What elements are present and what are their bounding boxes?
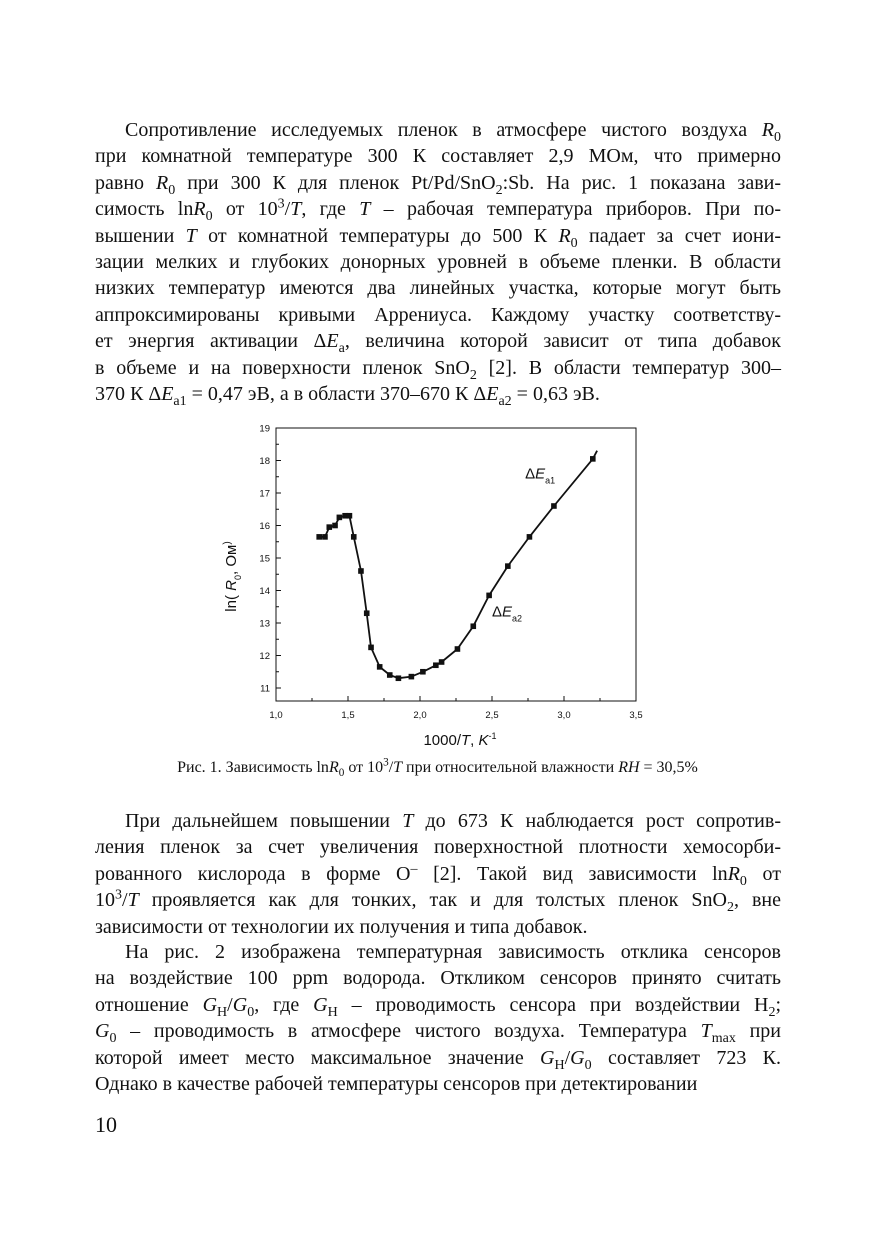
- text-line: Сопротивление исследуемых пленок в атмосфере чистого воздуха $R_0$: [125, 119, 781, 145]
- text-line: симость lnR$_0$ от $10^3/T$, где T – рабочая температура приборов. При по-: [95, 196, 782, 225]
- italic-text: RH: [618, 759, 640, 776]
- data-point: [351, 534, 357, 540]
- italic-text: R: [727, 862, 740, 885]
- data-point: [551, 503, 557, 509]
- subscript-text: 0: [109, 1031, 117, 1047]
- text-line: При дальнейшем повышении T до 673 К наблюдается рост сопротив-: [125, 810, 781, 832]
- y-tick-label: 13: [259, 618, 270, 630]
- superscript-text: 3: [115, 887, 122, 903]
- italic-text: E: [161, 383, 174, 406]
- subscript-text: a: [338, 341, 345, 357]
- paragraph-1: [95, 117, 782, 410]
- x-axis-label: 1000/T, $K^{-1}$: [423, 731, 497, 749]
- text-line: аппроксимированы кривыми Аррениуса. Каждому участку соответству-: [95, 303, 781, 326]
- data-point: [368, 645, 374, 651]
- text-line: отношение $G_H/G_0$, где $G_H$ – проводимость сенсора при воздействии $H_2$;: [95, 993, 781, 1020]
- y-tick-label: 17: [259, 488, 270, 500]
- text-line: при комнатной температуре 300 К составляет 2,9 МОм, что примерно: [95, 145, 781, 168]
- series-line: [319, 451, 597, 679]
- data-point: [433, 662, 439, 668]
- italic-text: T: [127, 889, 139, 912]
- subscript-text: a2: [498, 394, 512, 410]
- data-point: [377, 664, 383, 670]
- data-point: [332, 523, 338, 529]
- y-tick-label: 19: [259, 423, 270, 435]
- subscript-text: max: [711, 1031, 736, 1047]
- italic-text: G: [540, 1046, 555, 1069]
- text-line: низких температур имеются два линейных участка, которые могут быть: [95, 277, 781, 300]
- data-point: [337, 515, 343, 521]
- data-point: [455, 646, 461, 652]
- text-line: рованного кислорода в форме O– [2]. Такой вид зависимости lnR$_0$ от: [95, 861, 781, 889]
- data-point: [470, 623, 476, 629]
- italic-text: T: [700, 1020, 712, 1043]
- x-tick-label: 2,0: [413, 710, 427, 721]
- data-point: [396, 675, 402, 681]
- superscript-text: 3: [277, 196, 285, 212]
- italic-text: G: [570, 1046, 585, 1069]
- data-point: [409, 674, 415, 680]
- data-point: [387, 672, 393, 678]
- subscript-text: 0: [205, 209, 213, 225]
- text-line: ет энергия активации $\Delta E_a$, величина которой зависит от типа добавок: [95, 330, 782, 357]
- subscript-text: 2: [495, 182, 503, 198]
- data-point: [527, 534, 533, 540]
- subscript-text: 2: [726, 900, 734, 916]
- y-axis-label: ln( $R_0$, Ом): [222, 541, 243, 612]
- subscript-text: H: [217, 1004, 228, 1020]
- italic-text: G: [95, 1020, 110, 1043]
- italic-text: E: [486, 383, 499, 406]
- text-line: На рис. 2 изображена температурная зависимость отклика сенсоров: [125, 941, 781, 963]
- italic-text: R: [558, 224, 571, 247]
- italic-text: T: [393, 759, 403, 776]
- x-tick-label: 1,5: [341, 710, 355, 721]
- text-line: вышении T от комнатной температуры до 500 К $R_0$ падает за счет иони-: [95, 224, 781, 251]
- italic-text: G: [313, 993, 328, 1016]
- subscript-text: 0: [247, 1004, 255, 1020]
- superscript-text: 3: [383, 756, 389, 769]
- text-line: ления пленок за счет увеличения поверхностной плотности хемосорби-: [95, 836, 781, 859]
- figure-1-chart: [210, 420, 660, 755]
- text-line: зации мелких и глубоких донорных уровней в объеме пленки. В области: [95, 251, 781, 274]
- italic-text: G: [232, 993, 248, 1016]
- text-line: Однако в качестве рабочей температуры сенсоров при детектировании: [95, 1073, 698, 1096]
- data-point: [316, 534, 322, 540]
- data-point: [326, 524, 332, 530]
- text-line: $10^3/T$ проявляется как для тонких, так и для толстых пленок SnO$_2$, вне: [95, 887, 781, 916]
- y-tick-label: 18: [259, 456, 270, 467]
- paragraph-3: [95, 939, 781, 1097]
- subscript-text: 0: [739, 873, 747, 889]
- italic-text: T: [290, 198, 302, 221]
- text-line: $G_0$ – проводимость в атмосфере чистого воздуха. Температура $T_{max}$ при: [95, 1020, 781, 1047]
- italic-text: R: [328, 759, 339, 776]
- subscript-text: H: [327, 1004, 338, 1020]
- x-tick-label: 3,0: [557, 710, 571, 721]
- text-line: равно $R_0$ при 300 К для пленок Pt/Pd/SnO$_2$:Sb. На рис. 1 показана зави-: [95, 171, 781, 198]
- y-tick-label: 11: [260, 683, 270, 695]
- italic-text: R: [761, 119, 774, 141]
- x-tick-label: 1,0: [269, 710, 283, 721]
- y-tick-label: 16: [259, 521, 270, 532]
- subscript-text: 0: [168, 182, 176, 198]
- data-point: [347, 513, 353, 519]
- curve-annotation: $\Delta E_{a1}$: [525, 465, 556, 486]
- figure-caption: Рис. 1. Зависимость lnR$_0$ от $10^3/T$ при относительной влажности RH = 30,5%: [177, 756, 698, 780]
- superscript-text: –: [410, 861, 418, 877]
- data-point: [486, 593, 492, 599]
- y-tick-label: 14: [259, 586, 270, 597]
- subscript-text: 0: [570, 235, 578, 251]
- text-line: 370 К $\Delta E_{a1} = 0,47$ эВ, а в области 370–670 К $\Delta E_{a2} = 0,63$ эВ.: [95, 383, 600, 410]
- data-point: [364, 610, 370, 616]
- page-number: 10: [95, 1112, 117, 1137]
- italic-text: T: [402, 810, 414, 832]
- text-line: зависимости от технологии их получения и типа добавок.: [95, 915, 588, 938]
- y-tick-label: 15: [259, 553, 270, 565]
- data-point: [439, 659, 445, 665]
- italic-text: T: [359, 198, 371, 221]
- subscript-text: 0: [338, 767, 345, 780]
- curve-annotation: $\Delta E_{a2}$: [492, 603, 523, 624]
- subscript-text: H: [554, 1057, 565, 1073]
- data-point: [420, 669, 426, 675]
- subscript-text: 0: [584, 1057, 592, 1073]
- subscript-text: 2: [469, 367, 477, 383]
- paragraph-2: [95, 808, 781, 940]
- subscript-text: a1: [173, 394, 187, 410]
- y-tick-label: 12: [259, 651, 270, 662]
- text-line: на воздействие 100 ppm водорода. Откликом сенсоров принято считать: [95, 967, 781, 990]
- data-point: [590, 456, 596, 462]
- italic-text: R: [193, 198, 206, 221]
- italic-text: T: [185, 224, 197, 247]
- data-point: [322, 534, 328, 540]
- x-tick-label: 3,5: [629, 710, 643, 721]
- data-point: [505, 563, 511, 569]
- italic-text: E: [326, 330, 339, 353]
- text-line: которой имеет место максимальное значение $G_H/G_0$ составляет 723 К.: [95, 1046, 781, 1073]
- data-point: [358, 568, 364, 574]
- subscript-text: 2: [768, 1004, 776, 1020]
- italic-text: G: [202, 993, 218, 1016]
- italic-text: R: [156, 171, 169, 194]
- x-tick-label: 2,5: [485, 710, 499, 721]
- text-line: в объеме и на поверхности пленок SnO$_2$ [2]. В области температур 300–: [95, 356, 781, 383]
- subscript-text: 0: [774, 130, 781, 145]
- plot-frame: [276, 428, 636, 701]
